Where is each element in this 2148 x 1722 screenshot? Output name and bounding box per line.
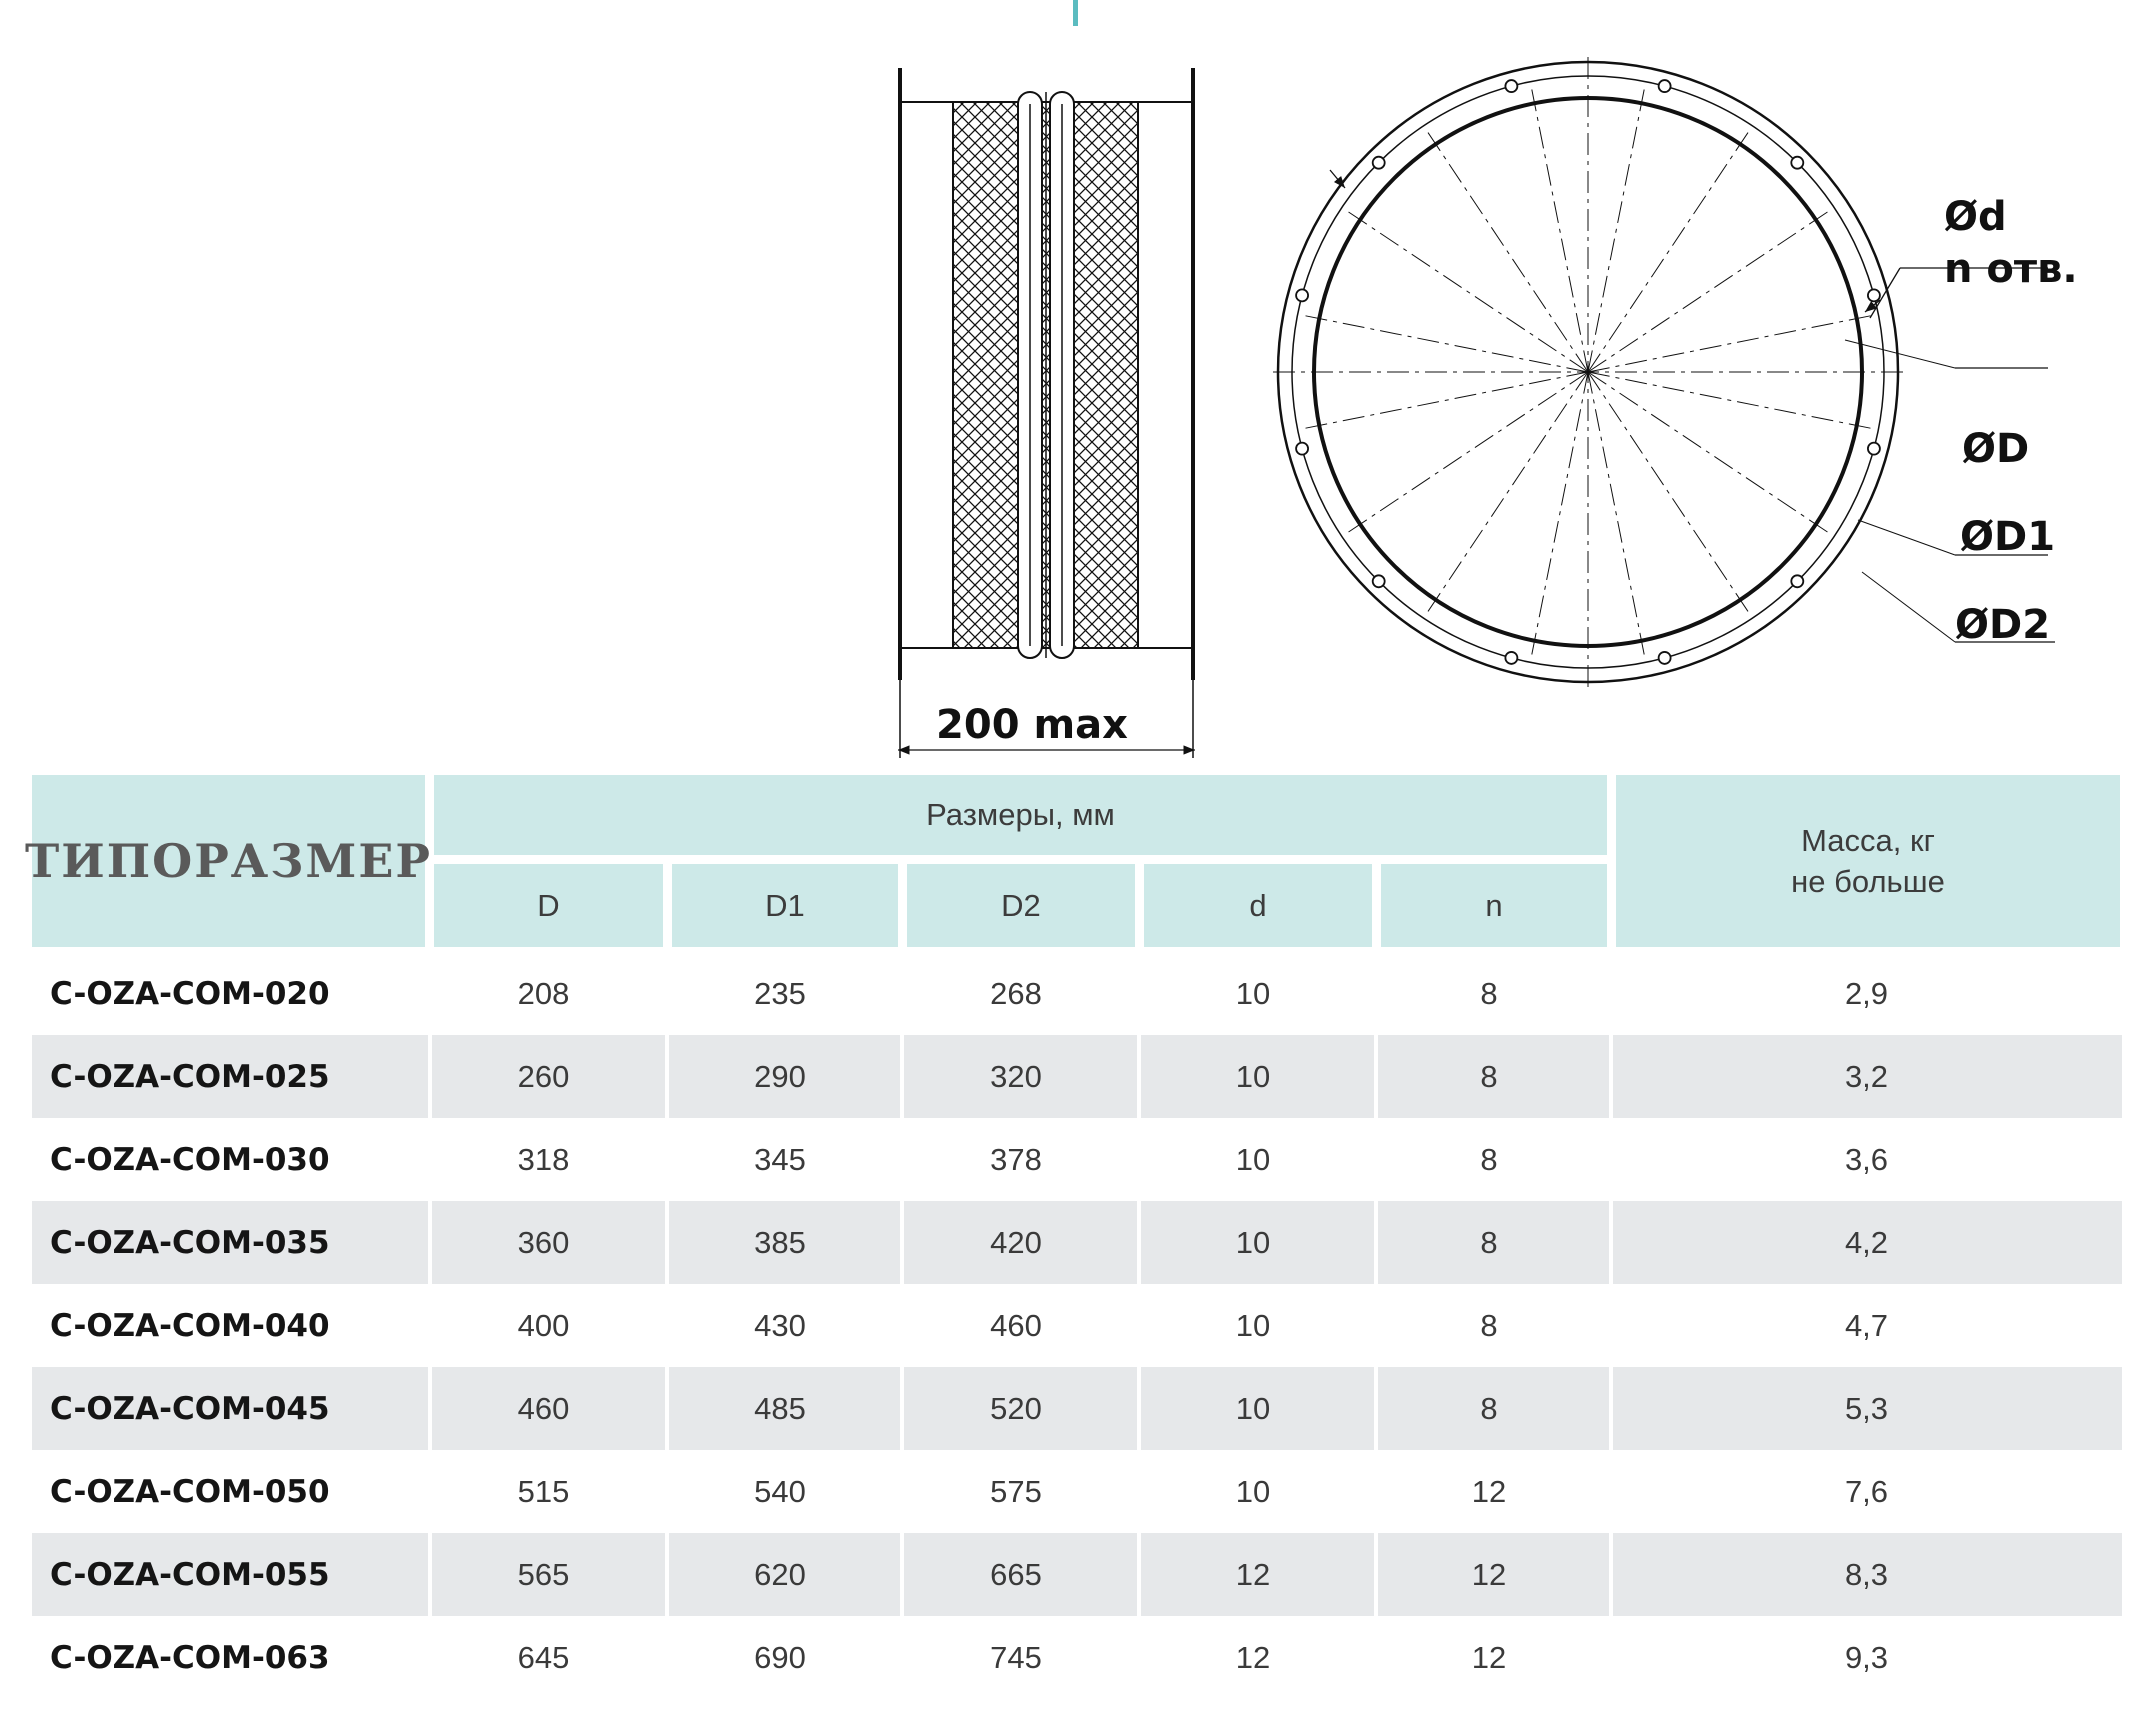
cell-d: 10 bbox=[1235, 1058, 1271, 1094]
cell-mass: 3,6 bbox=[1844, 1141, 1889, 1177]
bolt-hole bbox=[1505, 80, 1517, 92]
cell-d: 10 bbox=[1235, 1307, 1271, 1343]
table-row bbox=[32, 1616, 2122, 1699]
cell-D2: 320 bbox=[990, 1058, 1042, 1094]
side-dimension-label: 200 max bbox=[936, 702, 1128, 748]
cell-D1: 485 bbox=[754, 1390, 806, 1426]
column-separator bbox=[665, 1367, 669, 1450]
column-separator bbox=[1609, 1201, 1613, 1284]
bolt-hole bbox=[1791, 157, 1803, 169]
row-name-cell: C-OZA-COM-055 bbox=[50, 1556, 330, 1593]
cell-n: 8 bbox=[1480, 1307, 1498, 1343]
cell-mass: 4,7 bbox=[1844, 1307, 1889, 1343]
cell-mass: 8,3 bbox=[1844, 1556, 1889, 1592]
table-row bbox=[32, 1118, 2122, 1201]
label-D2: ØD2 bbox=[1955, 602, 2051, 648]
cell-D: 318 bbox=[517, 1141, 570, 1177]
column-separator bbox=[428, 1367, 432, 1450]
cell-n: 12 bbox=[1471, 1473, 1507, 1509]
cell-n: 12 bbox=[1471, 1639, 1507, 1675]
cell-n: 8 bbox=[1480, 975, 1498, 1011]
cell-D1: 235 bbox=[754, 975, 806, 1011]
cell-D2: 520 bbox=[990, 1390, 1042, 1426]
column-separator bbox=[1137, 1201, 1141, 1284]
row-name-cell: C-OZA-COM-030 bbox=[50, 1141, 330, 1178]
bolt-hole bbox=[1373, 575, 1385, 587]
label-D: ØD bbox=[1962, 426, 2030, 472]
column-header-D1: D1 bbox=[672, 864, 898, 947]
cell-D: 460 bbox=[517, 1390, 570, 1426]
row-name-cell: C-OZA-COM-063 bbox=[50, 1639, 330, 1676]
cell-d: 12 bbox=[1235, 1556, 1271, 1592]
row-name-cell: C-OZA-COM-045 bbox=[50, 1390, 330, 1427]
cell-mass: 4,2 bbox=[1844, 1224, 1889, 1260]
cell-D2: 575 bbox=[990, 1473, 1042, 1509]
bolt-hole bbox=[1296, 443, 1308, 455]
column-header-D2: D2 bbox=[907, 864, 1135, 947]
bolt-hole bbox=[1296, 289, 1308, 301]
column-separator bbox=[1374, 1367, 1378, 1450]
column-separator bbox=[665, 1035, 669, 1118]
bolt-hole bbox=[1659, 80, 1671, 92]
bolt-hole bbox=[1791, 575, 1803, 587]
table-title-header: ТИПОРАЗМЕР bbox=[32, 775, 425, 947]
column-header-D: D bbox=[434, 864, 663, 947]
column-separator bbox=[1137, 1533, 1141, 1616]
column-header-d: d bbox=[1144, 864, 1372, 947]
cell-n: 8 bbox=[1480, 1141, 1498, 1177]
row-name-cell: C-OZA-COM-020 bbox=[50, 975, 330, 1012]
label-hole-count: n отв. bbox=[1944, 246, 2078, 292]
column-separator bbox=[428, 1201, 432, 1284]
cell-D1: 385 bbox=[754, 1224, 806, 1260]
column-separator bbox=[1137, 1367, 1141, 1450]
table-row bbox=[32, 1201, 2122, 1284]
technical-drawing bbox=[0, 0, 2148, 770]
table-row bbox=[32, 1533, 2122, 1616]
cell-D: 260 bbox=[517, 1058, 570, 1094]
cell-D1: 430 bbox=[754, 1307, 806, 1343]
cell-D1: 620 bbox=[754, 1556, 806, 1592]
row-name-cell: C-OZA-COM-040 bbox=[50, 1307, 330, 1344]
label-hole-diameter: Ød bbox=[1944, 194, 2007, 240]
cell-D: 565 bbox=[517, 1556, 570, 1592]
cell-d: 10 bbox=[1235, 1390, 1271, 1426]
cell-D: 645 bbox=[517, 1639, 570, 1675]
cell-n: 8 bbox=[1480, 1058, 1498, 1094]
cell-n: 12 bbox=[1471, 1556, 1507, 1592]
column-separator bbox=[1609, 1035, 1613, 1118]
column-separator bbox=[665, 1201, 669, 1284]
cell-d: 10 bbox=[1235, 1141, 1271, 1177]
row-name-cell: C-OZA-COM-025 bbox=[50, 1058, 330, 1095]
column-separator bbox=[665, 1533, 669, 1616]
column-separator bbox=[1374, 1201, 1378, 1284]
cell-d: 10 bbox=[1235, 1473, 1271, 1509]
bolt-hole bbox=[1659, 652, 1671, 664]
label-D1: ØD1 bbox=[1960, 514, 2056, 560]
column-separator bbox=[900, 1035, 904, 1118]
dimensions-group-header: Размеры, мм bbox=[434, 775, 1607, 855]
column-separator bbox=[1137, 1035, 1141, 1118]
mass-header-line2: не больше bbox=[1791, 864, 1945, 899]
bolt-hole bbox=[1868, 289, 1880, 301]
column-separator bbox=[1374, 1533, 1378, 1616]
cell-mass: 7,6 bbox=[1844, 1473, 1889, 1509]
column-separator bbox=[1609, 1533, 1613, 1616]
front-view bbox=[1273, 57, 2055, 687]
cell-n: 8 bbox=[1480, 1390, 1498, 1426]
cell-D2: 460 bbox=[990, 1307, 1042, 1343]
cell-D2: 420 bbox=[990, 1224, 1042, 1260]
cell-mass: 2,9 bbox=[1844, 975, 1889, 1011]
bolt-hole bbox=[1868, 443, 1880, 455]
cell-D1: 290 bbox=[754, 1058, 806, 1094]
cell-mass: 3,2 bbox=[1844, 1058, 1889, 1094]
cell-D2: 268 bbox=[990, 975, 1042, 1011]
cell-D: 515 bbox=[517, 1473, 570, 1509]
table-row bbox=[32, 1367, 2122, 1450]
cell-n: 8 bbox=[1480, 1224, 1498, 1260]
cell-d: 12 bbox=[1235, 1639, 1271, 1675]
cell-d: 10 bbox=[1235, 1224, 1271, 1260]
table-row bbox=[32, 1450, 2122, 1533]
cell-D1: 345 bbox=[754, 1141, 806, 1177]
cell-d: 10 bbox=[1235, 975, 1271, 1011]
cell-D2: 665 bbox=[990, 1556, 1042, 1592]
column-separator bbox=[1374, 1035, 1378, 1118]
table-row bbox=[32, 1035, 2122, 1118]
cell-mass: 9,3 bbox=[1844, 1639, 1889, 1675]
cell-D: 400 bbox=[517, 1307, 570, 1343]
column-header-n: n bbox=[1381, 864, 1607, 947]
mass-header bbox=[1616, 775, 2120, 947]
row-name-cell: C-OZA-COM-050 bbox=[50, 1473, 330, 1510]
side-view bbox=[898, 68, 1195, 758]
cell-D1: 690 bbox=[754, 1639, 806, 1675]
column-separator bbox=[428, 1533, 432, 1616]
table-row bbox=[32, 1284, 2122, 1367]
cell-D: 360 bbox=[517, 1224, 570, 1260]
cell-D2: 378 bbox=[990, 1141, 1042, 1177]
table-row bbox=[32, 952, 2122, 1035]
column-separator bbox=[1609, 1367, 1613, 1450]
cell-D: 208 bbox=[517, 975, 570, 1011]
column-separator bbox=[428, 1035, 432, 1118]
cell-mass: 5,3 bbox=[1844, 1390, 1889, 1426]
column-separator bbox=[900, 1533, 904, 1616]
column-separator bbox=[900, 1367, 904, 1450]
cell-D2: 745 bbox=[990, 1639, 1042, 1675]
bolt-hole bbox=[1505, 652, 1517, 664]
mass-header-line1: Масса, кг bbox=[1801, 823, 1935, 858]
row-name-cell: C-OZA-COM-035 bbox=[50, 1224, 330, 1261]
bolt-hole bbox=[1373, 157, 1385, 169]
column-separator bbox=[900, 1201, 904, 1284]
cell-D1: 540 bbox=[754, 1473, 806, 1509]
